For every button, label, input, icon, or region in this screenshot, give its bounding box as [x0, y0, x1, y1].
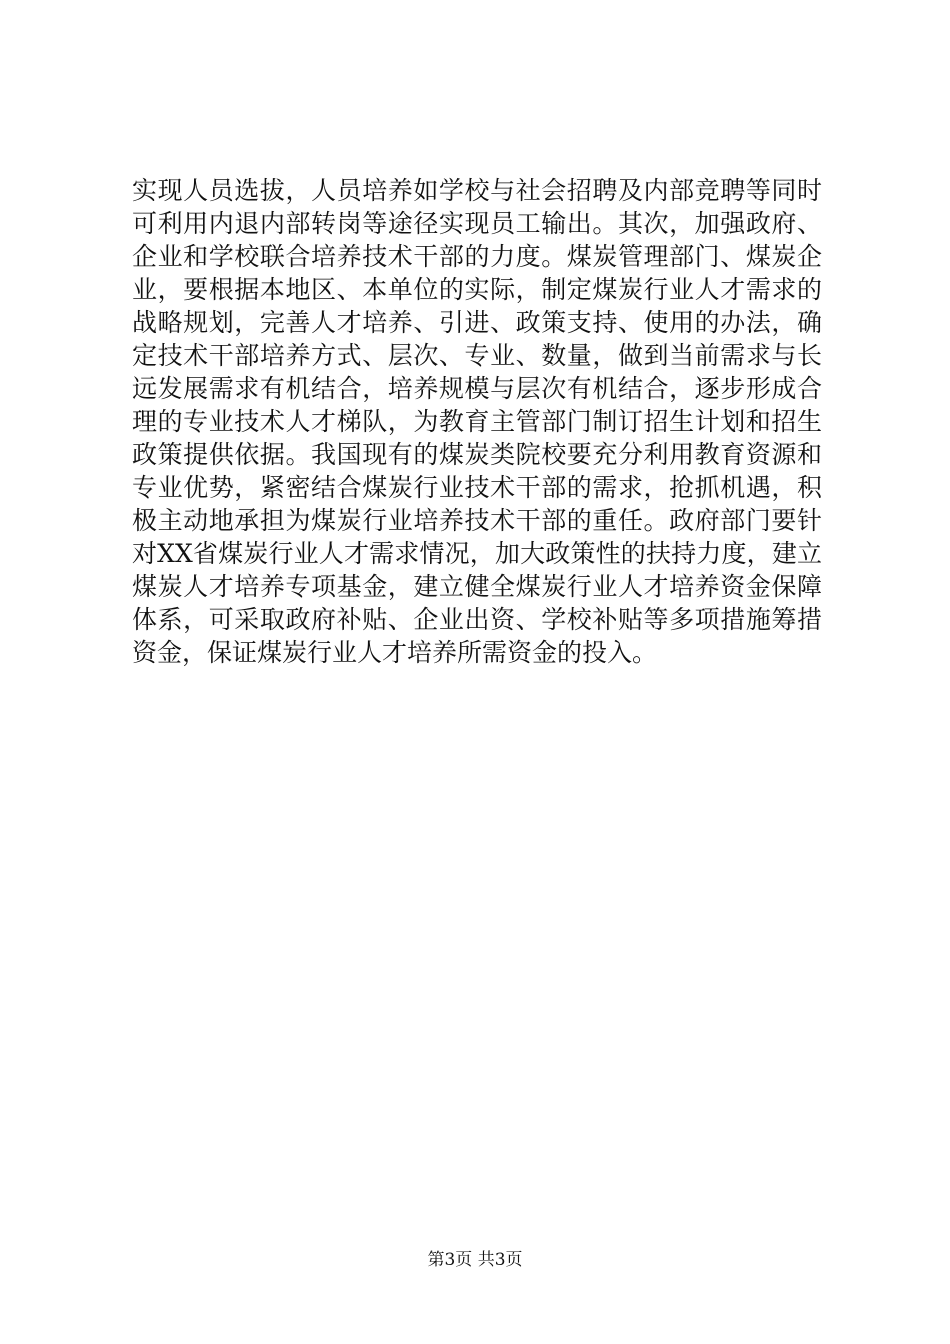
paragraph-line: 对XX省煤炭行业人才需求情况，加大政策性的扶持力度，建立 — [132, 539, 822, 568]
paragraph-line: 极主动地承担为煤炭行业培养技术干部的重任。政府部门要针 — [132, 506, 822, 535]
body-paragraph — [132, 174, 822, 669]
paragraph-line: 体系，可采取政府补贴、企业出资、学校补贴等多项措施筹措 — [132, 605, 822, 634]
page-number-footer: 第3页 共3页 — [427, 1250, 523, 1270]
paragraph-line: 实现人员选拔，人员培养如学校与社会招聘及内部竞聘等同时 — [132, 176, 822, 205]
paragraph-line: 理的专业技术人才梯队，为教育主管部门制订招生计划和招生 — [132, 407, 822, 436]
paragraph-line: 远发展需求有机结合，培养规模与层次有机结合，逐步形成合 — [132, 374, 822, 403]
paragraph-line: 可利用内退内部转岗等途径实现员工输出。其次，加强政府、 — [132, 209, 822, 238]
paragraph-line: 专业优势，紧密结合煤炭行业技术干部的需求，抢抓机遇，积 — [132, 473, 822, 502]
paragraph-line: 定技术干部培养方式、层次、专业、数量，做到当前需求与长 — [132, 341, 822, 370]
paragraph-line: 政策提供依据。我国现有的煤炭类院校要充分利用教育资源和 — [132, 440, 822, 469]
paragraph-line: 煤炭人才培养专项基金，建立健全煤炭行业人才培养资金保障 — [132, 572, 822, 601]
paragraph-line: 资金，保证煤炭行业人才培养所需资金的投入。 — [132, 638, 658, 667]
paragraph-line: 企业和学校联合培养技术干部的力度。煤炭管理部门、煤炭企 — [132, 242, 822, 271]
paragraph-line: 业，要根据本地区、本单位的实际，制定煤炭行业人才需求的 — [132, 275, 822, 304]
paragraph-line: 战略规划，完善人才培养、引进、政策支持、使用的办法，确 — [132, 308, 822, 337]
